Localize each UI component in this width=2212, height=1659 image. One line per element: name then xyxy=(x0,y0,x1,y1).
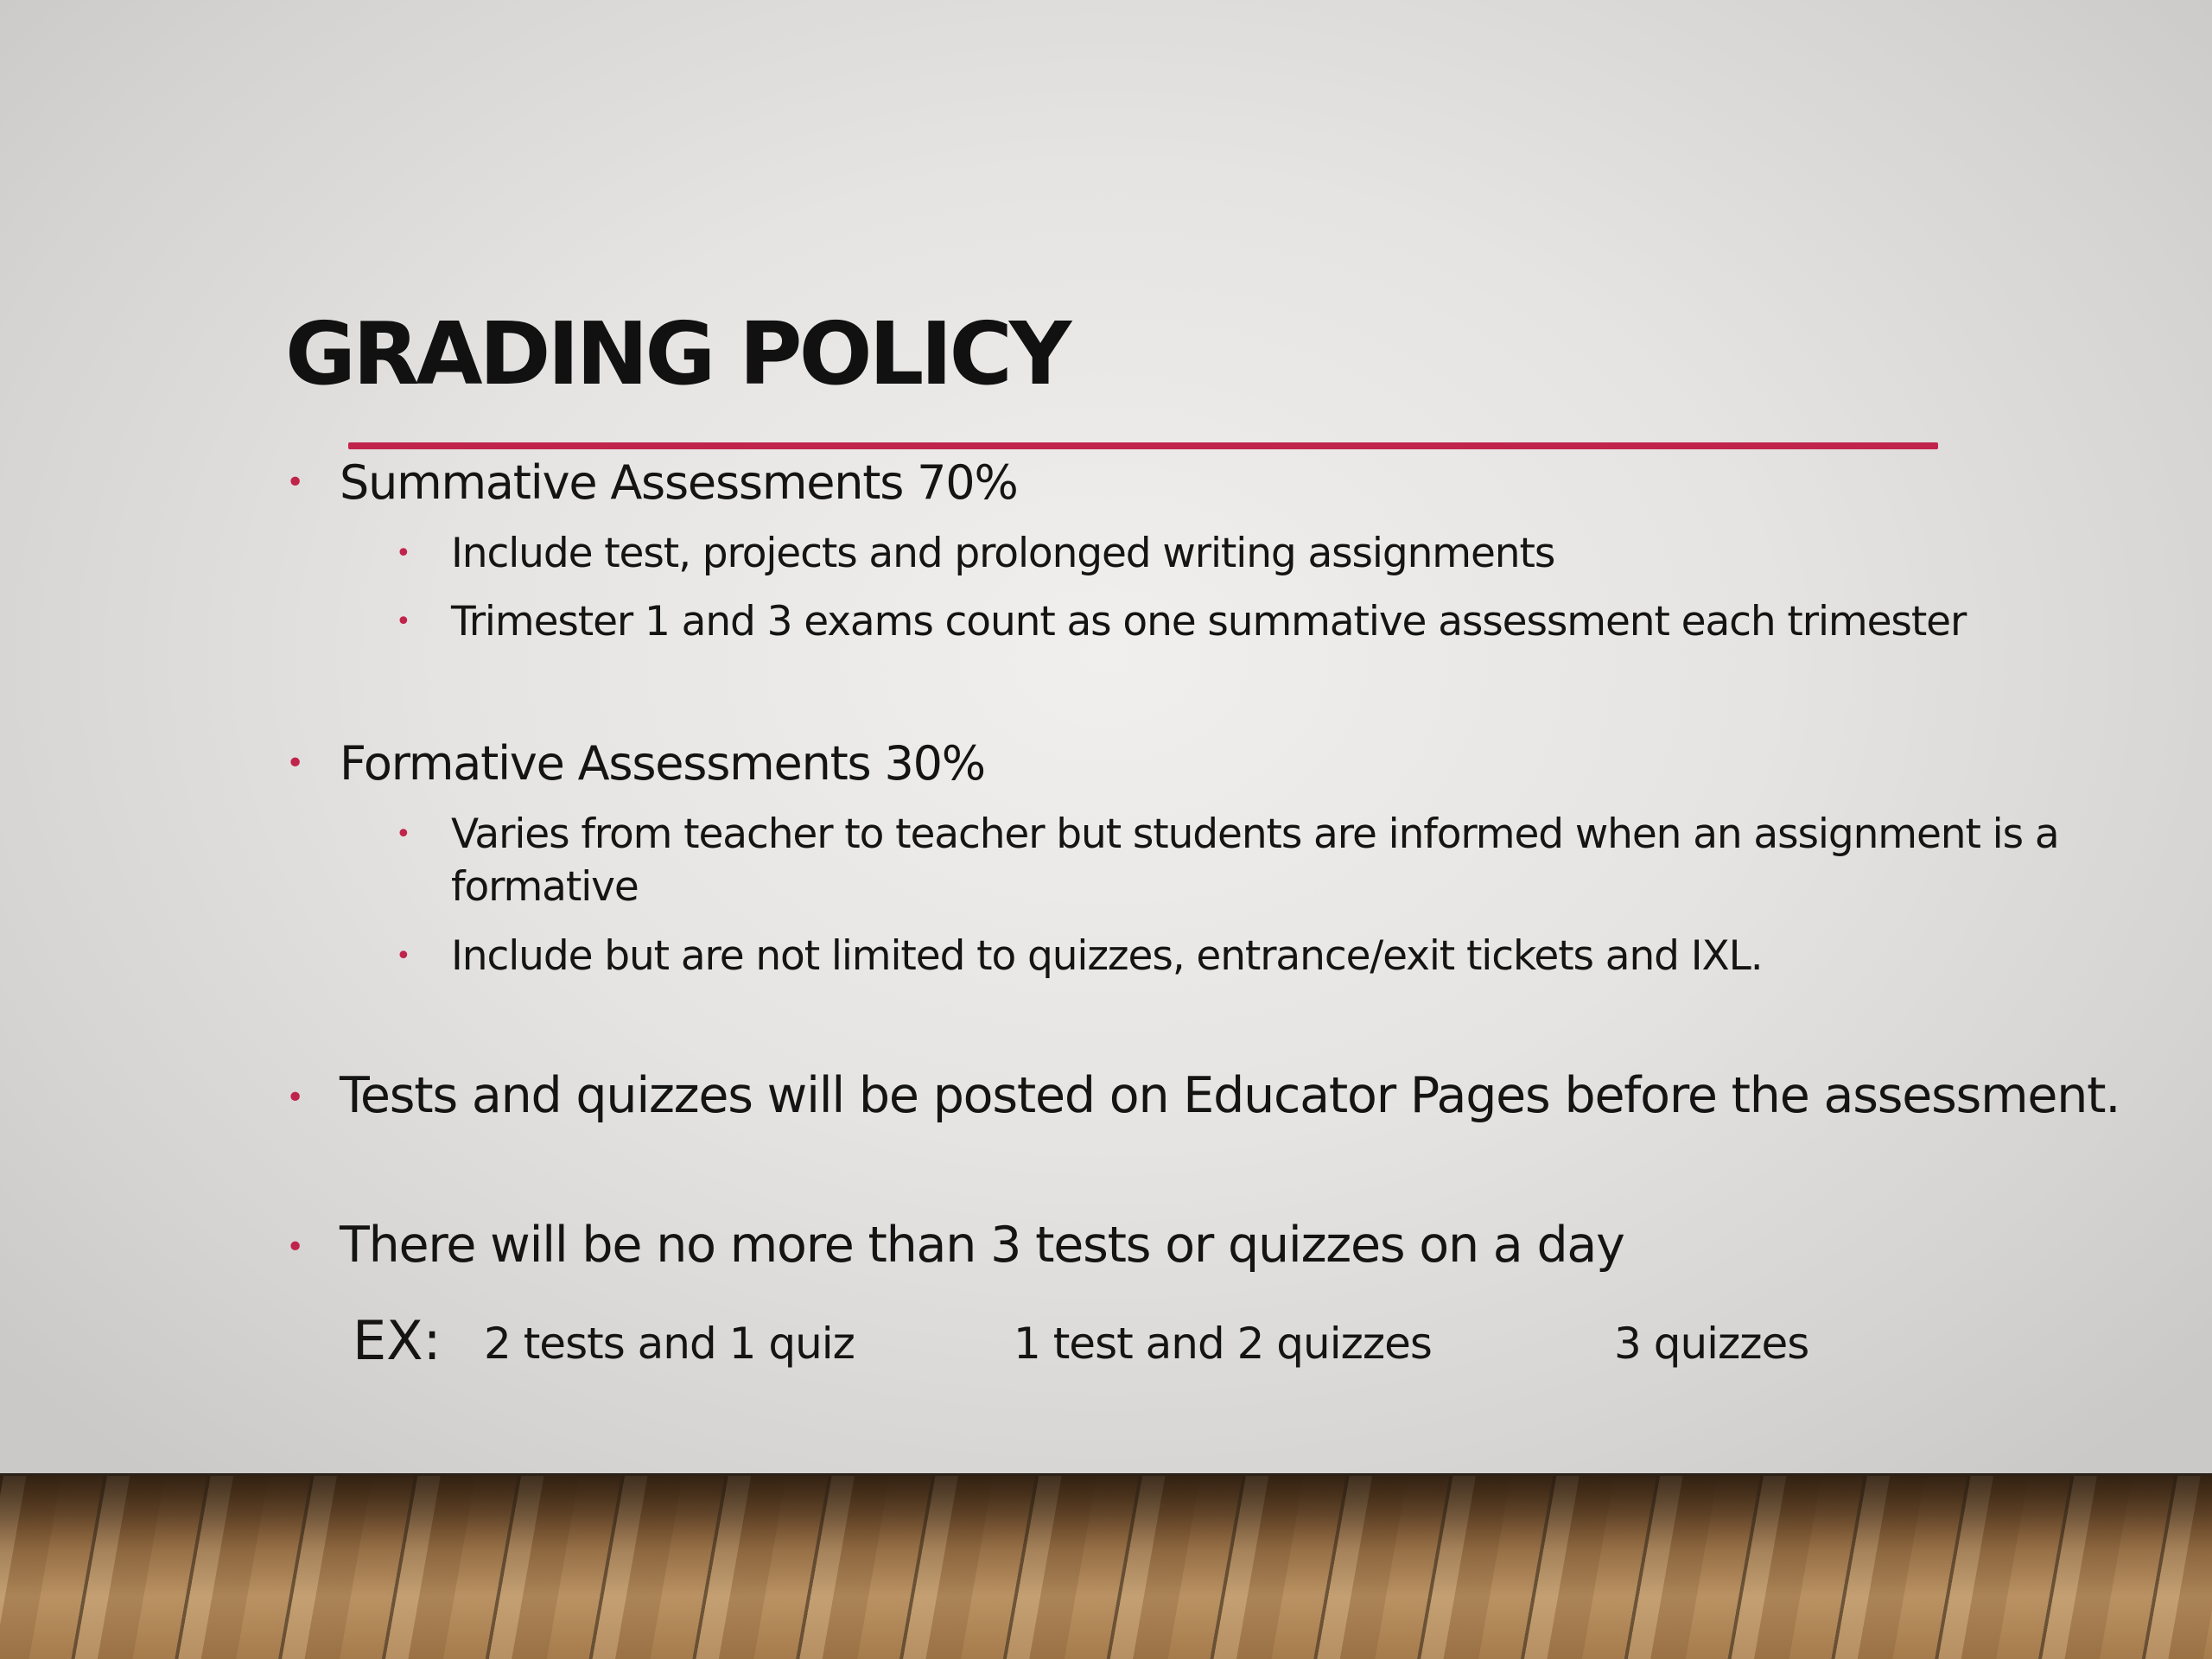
example-3: 3 quizzes xyxy=(1614,1319,1809,1369)
sub-bullet-dot: • xyxy=(396,607,411,637)
bullet-dot: • xyxy=(286,746,305,781)
sub-bullet-dot: • xyxy=(396,538,411,569)
formative-item-2: Include but are not limited to quizzes, entrance/exit tickets and IXL. xyxy=(451,932,1763,980)
examples-label: EX: xyxy=(353,1309,442,1372)
summative-heading: Summative Assessments 70% xyxy=(340,455,1018,510)
bullet-dot: • xyxy=(286,1080,305,1116)
summative-item-1: Include test, projects and prolonged writing assignments xyxy=(451,530,1555,577)
formative-heading: Formative Assessments 30% xyxy=(340,736,985,791)
example-2: 1 test and 2 quizzes xyxy=(1014,1319,1432,1369)
tests-posted-text: Tests and quizzes will be posted on Educator Pages before the assessment. xyxy=(340,1067,2120,1124)
limit-text: There will be no more than 3 tests or quizzes on a day xyxy=(340,1217,1624,1274)
slide-title: GRADING POLICY xyxy=(285,303,1069,404)
bullet-dot: • xyxy=(286,465,305,500)
sub-bullet-dot: • xyxy=(396,941,411,971)
bullet-dot: • xyxy=(286,1230,305,1265)
sub-bullet-dot: • xyxy=(396,819,411,849)
formative-item-1-line-2: formative xyxy=(451,863,639,911)
summative-item-2: Trimester 1 and 3 exams count as one summative assessment each trimester xyxy=(451,598,1967,645)
example-1: 2 tests and 1 quiz xyxy=(484,1319,855,1369)
formative-item-1-line-1: Varies from teacher to teacher but students are informed when an assignment is a xyxy=(451,810,2059,858)
